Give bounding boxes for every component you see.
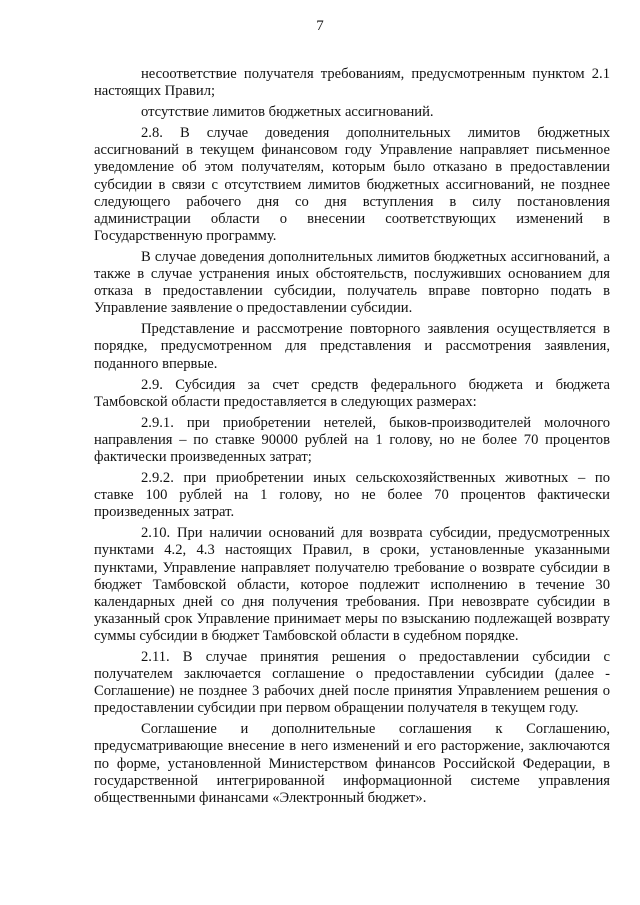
paragraph: 2.9.1. при приобретении нетелей, быков-производителей молочного направления – по ставке 90000 рублей на 1 голову, но не более 70 процентов фактически произведенных затрат;: [94, 414, 610, 465]
paragraph: Представление и рассмотрение повторного заявления осуществляется в порядке, предусмотренном для представления и рассмотрения заявления, поданного впервые.: [94, 321, 610, 372]
document-body: [94, 66, 610, 811]
paragraph: Соглашение и дополнительные соглашения к Соглашению, предусматривающие внесение в него изменений и его расторжение, заключаются по форме, установленной Министерством финансов Российской Федерации, в государственной интегрированной информационной системе управления общественными финансами «Электронный бюджет».: [94, 721, 610, 806]
paragraph: 2.9.2. при приобретении иных сельскохозяйственных животных – по ставке 100 рублей на 1 голову, но не более 70 процентов фактически произведенных затрат.: [94, 470, 610, 521]
paragraph: 2.10. При наличии оснований для возврата субсидии, предусмотренных пунктами 4.2, 4.3 настоящих Правил, в сроки, установленные указанными пунктами, Управление направляет получателю требование о возврате субсидии в бюджет Тамбовской области, которое подлежит исполнению в течение 30 календарных дней со дня получения требования. При невозврате субсидии в указанный срок Управление принимает меры по взысканию подлежащей возврату суммы субсидии в бюджет Тамбовской области в судебном порядке.: [94, 525, 610, 644]
paragraph: несоответствие получателя требованиям, предусмотренным пунктом 2.1 настоящих Правил;: [94, 66, 610, 100]
paragraph: 2.9. Субсидия за счет средств федерального бюджета и бюджета Тамбовской области предоставляется в следующих размерах:: [94, 376, 610, 410]
page-number: 7: [316, 18, 324, 34]
paragraph: отсутствие лимитов бюджетных ассигнований.: [141, 104, 434, 121]
paragraph: 2.8. В случае доведения дополнительных лимитов бюджетных ассигнований в текущем финансовом году Управление направляет письменное уведомление об этом получателям, которым было отказано в предоставлении субсидии в связи с отсутствием лимитов бюджетных ассигнований, не позднее следующего рабочего дня со дня вступления в силу постановления администрации области о внесении соответствующих изменений в Государственную программу.: [94, 125, 610, 244]
paragraph: В случае доведения дополнительных лимитов бюджетных ассигнований, а также в случае устранения иных обстоятельств, послуживших основанием для отказа в предоставлении субсидии, получатель вправе повторно подать в Управление заявление о предоставлении субсидии.: [94, 248, 610, 317]
paragraph: 2.11. В случае принятия решения о предоставлении субсидии с получателем заключается соглашение о предоставлении субсидии (далее - Соглашение) не позднее 3 рабочих дней после принятия Управлением решения о предоставлении субсидии при первом обращении получателя в текущем году.: [94, 649, 610, 717]
